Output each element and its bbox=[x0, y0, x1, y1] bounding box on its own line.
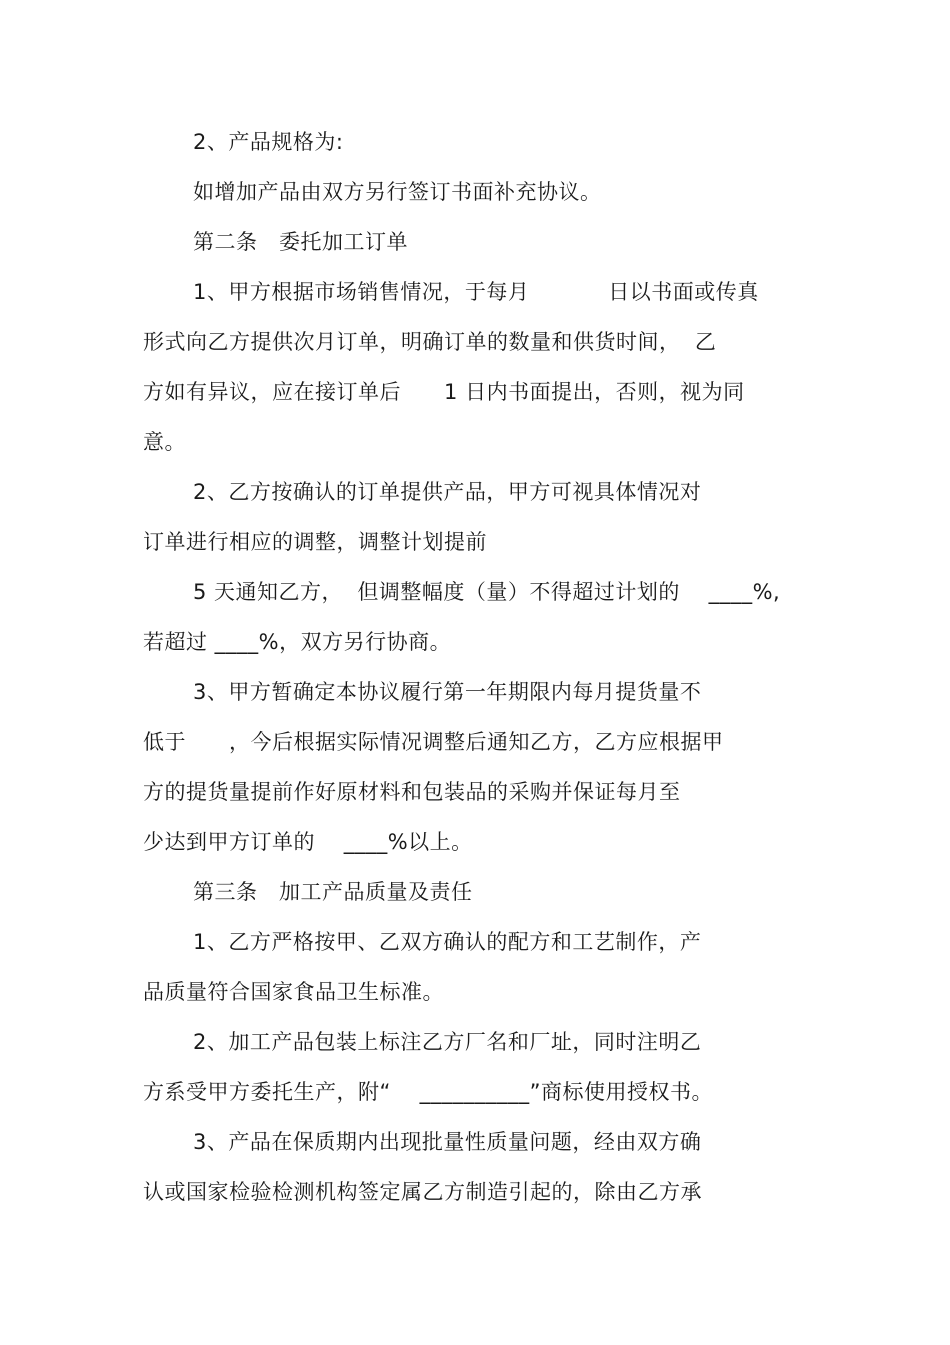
text-line-12: 3、甲方暂确定本协议履行第一年期限内每月提货量不 bbox=[193, 680, 702, 704]
text-line-10: 5 天通知乙方， 但调整幅度（量）不得超过计划的 ____%, bbox=[193, 580, 781, 604]
text-line-5: 形式向乙方提供次月订单，明确订单的数量和供货时间， 乙 bbox=[143, 330, 717, 354]
text-line-4: 1、甲方根据市场销售情况，于每月 日以书面或传真 bbox=[193, 280, 759, 304]
text-line-1: 2、产品规格为: bbox=[193, 130, 344, 154]
text-line-18: 品质量符合国家食品卫生标准。 bbox=[143, 980, 444, 1004]
text-line-11: 若超过 ____%，双方另行协商。 bbox=[143, 630, 452, 654]
text-line-13: 低于 ，今后根据实际情况调整后通知乙方，乙方应根据甲 bbox=[143, 730, 724, 754]
text-line-19: 2、加工产品包装上标注乙方厂名和厂址，同时注明乙 bbox=[193, 1030, 702, 1054]
text-line-7: 意。 bbox=[143, 430, 186, 454]
text-line-20: 方系受甲方委托生产，附“ __________”商标使用授权书。 bbox=[143, 1080, 713, 1104]
section-heading-2: 第二条 委托加工订单 bbox=[193, 230, 409, 254]
text-line-17: 1、乙方严格按甲、乙双方确认的配方和工艺制作，产 bbox=[193, 930, 702, 954]
text-line-9: 订单进行相应的调整，调整计划提前 bbox=[143, 530, 487, 554]
text-line-22: 认或国家检验检测机构签定属乙方制造引起的，除由乙方承 bbox=[143, 1180, 702, 1204]
text-line-14: 方的提货量提前作好原材料和包装品的采购并保证每月至 bbox=[143, 780, 681, 804]
text-line-6: 方如有异议，应在接订单后 1 日内书面提出，否则，视为同 bbox=[143, 380, 745, 404]
section-heading-3: 第三条 加工产品质量及责任 bbox=[193, 880, 473, 904]
text-line-2: 如增加产品由双方另行签订书面补充协议。 bbox=[193, 180, 602, 204]
text-line-21: 3、产品在保质期内出现批量性质量问题，经由双方确 bbox=[193, 1130, 702, 1154]
text-line-8: 2、乙方按确认的订单提供产品，甲方可视具体情况对 bbox=[193, 480, 702, 504]
text-line-15: 少达到甲方订单的 ____%以上。 bbox=[143, 830, 473, 854]
